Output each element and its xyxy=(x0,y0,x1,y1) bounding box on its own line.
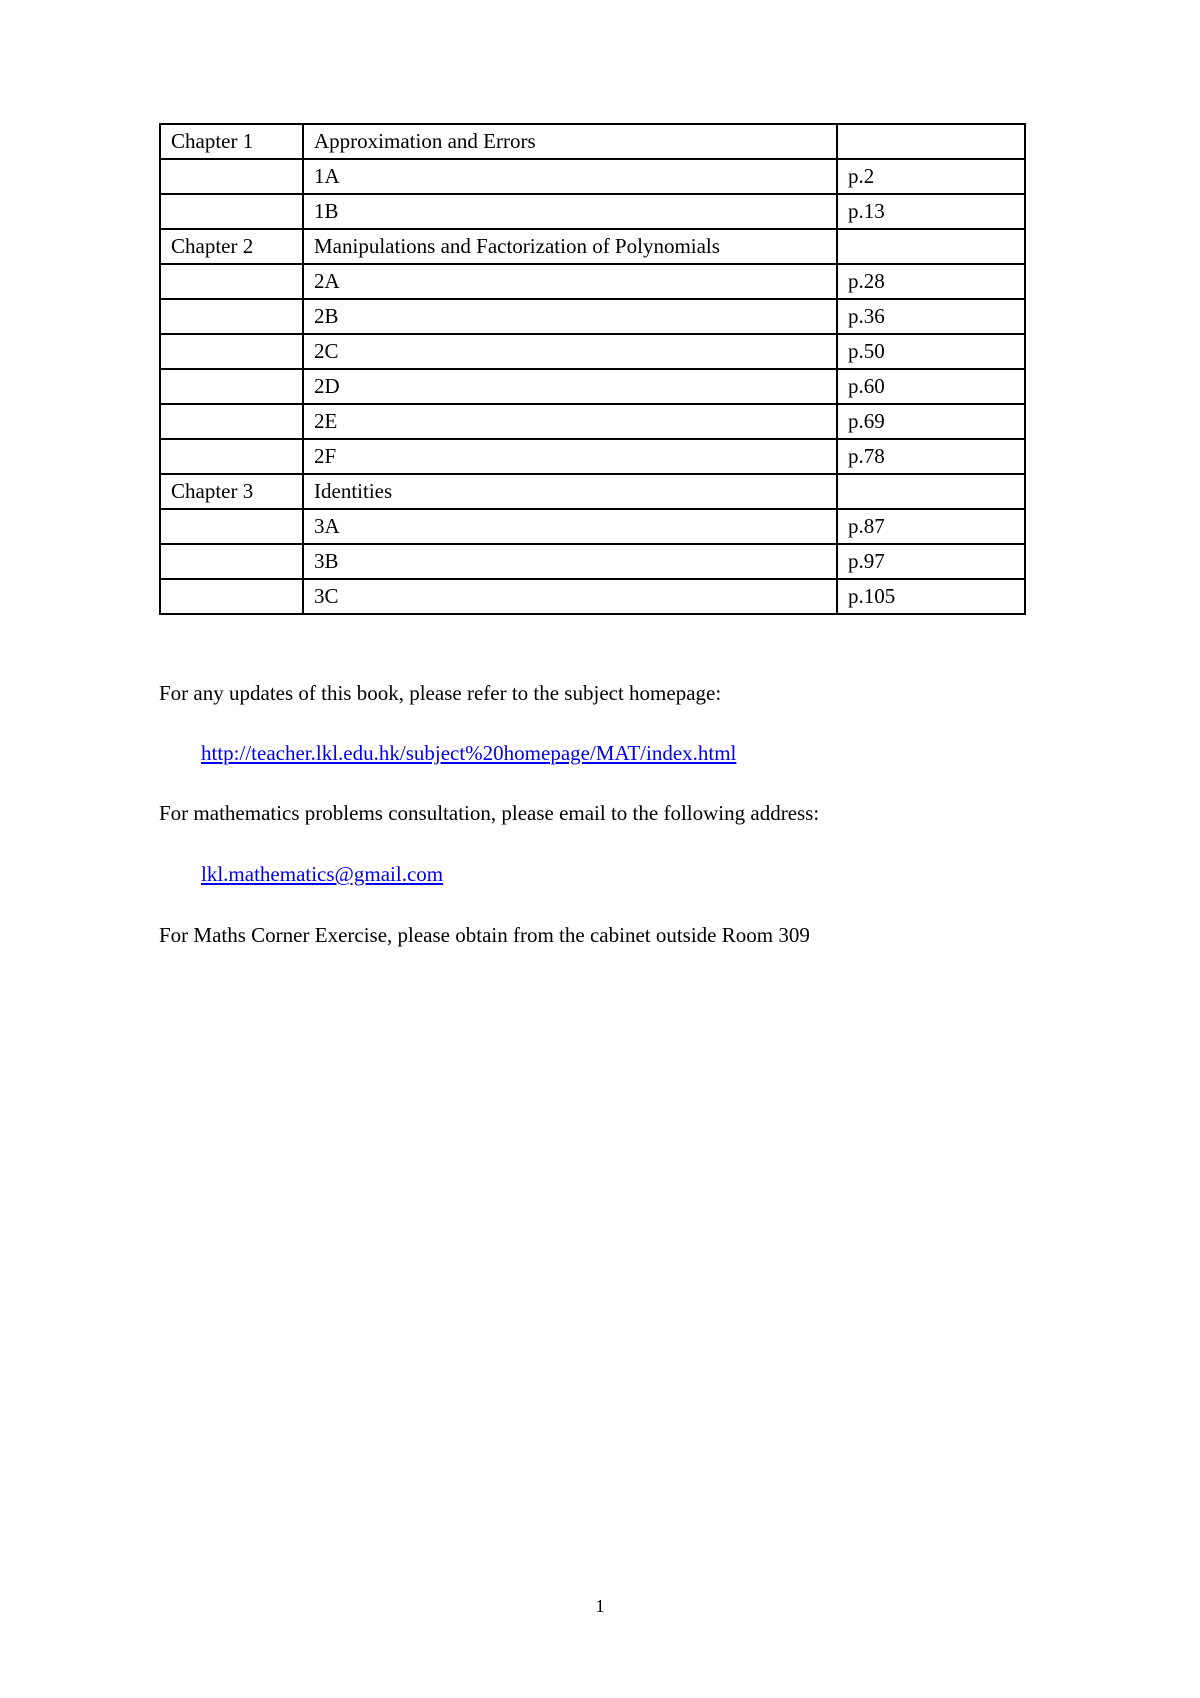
toc-section-cell: 2C xyxy=(303,334,837,369)
table-row xyxy=(160,229,1025,264)
toc-chapter-cell: Chapter 1 xyxy=(160,124,303,159)
toc-section-cell: 2F xyxy=(303,439,837,474)
homepage-link[interactable]: http://teacher.lkl.edu.hk/subject%20homepage/MAT/index.html xyxy=(201,741,737,765)
toc-page-cell xyxy=(837,229,1025,264)
table-row xyxy=(160,194,1025,229)
table-row xyxy=(160,439,1025,474)
toc-section-cell: Manipulations and Factorization of Polynomials xyxy=(303,229,837,264)
table-row xyxy=(160,579,1025,614)
toc-chapter-cell xyxy=(160,509,303,544)
consultation-note: For mathematics problems consultation, please email to the following address: xyxy=(159,801,820,825)
toc-page-cell: p.36 xyxy=(837,299,1025,334)
table-row xyxy=(160,474,1025,509)
toc-chapter-cell xyxy=(160,439,303,474)
toc-chapter-cell: Chapter 3 xyxy=(160,474,303,509)
page-number: 1 xyxy=(595,1596,605,1616)
toc-section-cell: 1B xyxy=(303,194,837,229)
toc-chapter-cell xyxy=(160,544,303,579)
toc-chapter-cell xyxy=(160,194,303,229)
table-row xyxy=(160,334,1025,369)
toc-section-cell: 3C xyxy=(303,579,837,614)
toc-page-cell xyxy=(837,124,1025,159)
toc-page-cell: p.87 xyxy=(837,509,1025,544)
toc-chapter-cell xyxy=(160,299,303,334)
email-link[interactable]: lkl.mathematics@gmail.com xyxy=(201,862,444,886)
toc-section-cell: 3B xyxy=(303,544,837,579)
toc-page-cell: p.78 xyxy=(837,439,1025,474)
toc-chapter-cell xyxy=(160,404,303,439)
toc-section-cell: 1A xyxy=(303,159,837,194)
toc-chapter-cell: Chapter 2 xyxy=(160,229,303,264)
table-row xyxy=(160,544,1025,579)
toc-page-cell xyxy=(837,474,1025,509)
toc-chapter-cell xyxy=(160,334,303,369)
toc-chapter-cell xyxy=(160,579,303,614)
toc-page-cell: p.2 xyxy=(837,159,1025,194)
table-row xyxy=(160,159,1025,194)
table-of-contents xyxy=(159,123,1026,615)
toc-page-cell: p.50 xyxy=(837,334,1025,369)
toc-chapter-cell xyxy=(160,264,303,299)
toc-page-cell: p.69 xyxy=(837,404,1025,439)
toc-section-cell: Approximation and Errors xyxy=(303,124,837,159)
table-row xyxy=(160,369,1025,404)
toc-page-cell: p.105 xyxy=(837,579,1025,614)
toc-chapter-cell xyxy=(160,369,303,404)
table-row xyxy=(160,124,1025,159)
toc-section-cell: 2D xyxy=(303,369,837,404)
toc-page-cell: p.28 xyxy=(837,264,1025,299)
toc-page-cell: p.13 xyxy=(837,194,1025,229)
toc-chapter-cell xyxy=(160,159,303,194)
toc-section-cell: 2B xyxy=(303,299,837,334)
toc-page-cell: p.60 xyxy=(837,369,1025,404)
toc-section-cell: 2E xyxy=(303,404,837,439)
toc-page-cell: p.97 xyxy=(837,544,1025,579)
maths-corner-note: For Maths Corner Exercise, please obtain from the cabinet outside Room 309 xyxy=(159,923,810,947)
toc-body xyxy=(160,124,1025,614)
table-row xyxy=(160,509,1025,544)
table-row xyxy=(160,299,1025,334)
toc-section-cell: Identities xyxy=(303,474,837,509)
table-row xyxy=(160,264,1025,299)
toc-section-cell: 2A xyxy=(303,264,837,299)
toc-section-cell: 3A xyxy=(303,509,837,544)
table-row xyxy=(160,404,1025,439)
updates-note: For any updates of this book, please refer to the subject homepage: xyxy=(159,681,722,705)
